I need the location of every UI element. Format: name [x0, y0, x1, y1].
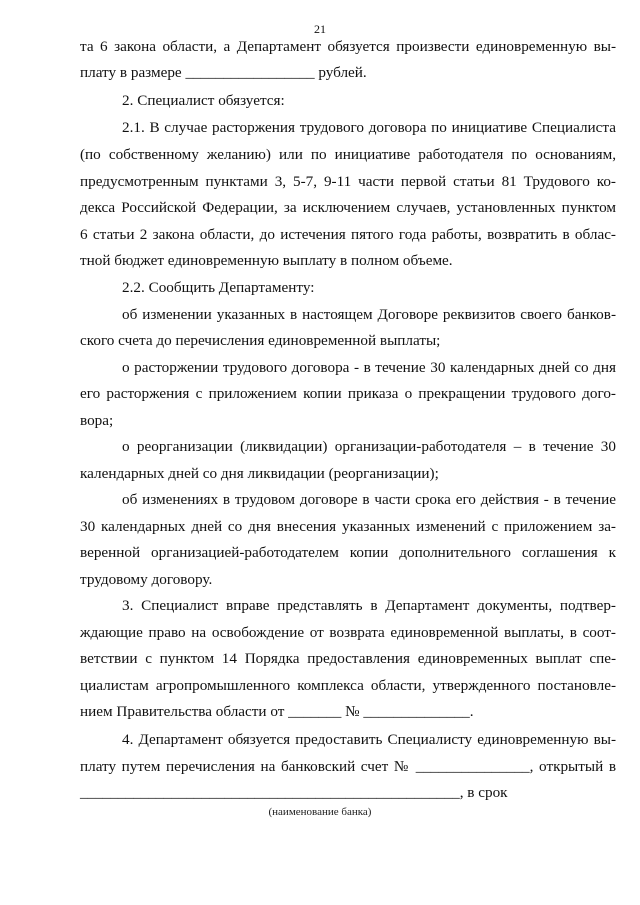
text-line-22: 3. Специалист вправе представлять в Департамент документы, подтвер-	[122, 597, 616, 614]
text-line-17: календарных дней со дня ликвидации (реорганизации);	[80, 465, 439, 482]
text-line-20: веренной организацией-работодателем копии дополнительного соглашения к	[80, 544, 616, 561]
bank-name-caption: (наименование банка)	[268, 806, 372, 818]
text-line-2: плату в размере _________________ рублей.	[80, 64, 367, 81]
text-line-21: трудовому договору.	[80, 571, 213, 588]
text-line-25: циалистам агропромышленного комплекса области, утвержденного постановле-	[80, 677, 616, 694]
text-line-3: 2. Специалист обязуется:	[122, 92, 285, 109]
text-line-14: его расторжения с приложением копии приказа о прекращении трудового дого-	[80, 385, 616, 402]
text-line-6: предусмотренным пунктами 3, 5-7, 9-11 части первой статьи 81 Трудового ко-	[80, 173, 616, 190]
text-line-15: вора;	[80, 412, 114, 429]
text-line-16: о реорганизации (ликвидации) организации-работодателя – в течение 30	[122, 438, 616, 455]
text-line-4: 2.1. В случае расторжения трудового договора по инициативе Специалиста	[122, 119, 616, 136]
text-line-12: ского счета до перечисления единовременной выплаты;	[80, 332, 441, 349]
text-line-5: (по собственному желанию) или по инициативе работодателя по основаниям,	[80, 146, 616, 163]
page-number: 21	[314, 22, 326, 36]
text-line-19: 30 календарных дней со дня внесения указанных изменений с приложением за-	[80, 518, 616, 535]
text-line-13: о расторжении трудового договора - в течение 30 календарных дней со дня	[122, 359, 616, 376]
text-line-10: 2.2. Сообщить Департаменту:	[122, 279, 315, 296]
text-line-8: 6 статьи 2 закона области, до истечения пятого года работы, возвратить в облас-	[80, 226, 616, 243]
text-line-1: та 6 закона области, а Департамент обязуется произвести единовременную вы-	[80, 38, 616, 55]
text-line-26: нием Правительства области от _______ № ______________.	[80, 703, 474, 720]
text-line-28: плату путем перечисления на банковский счет № _______________, открытый в	[80, 758, 616, 775]
text-line-24: ветствии с пунктом 14 Порядка предоставления единовременных выплат спе-	[80, 650, 616, 667]
text-line-9: тной бюджет единовременную выплату в полном объеме.	[80, 252, 453, 269]
text-line-11: об изменении указанных в настоящем Договоре реквизитов своего банков-	[122, 306, 616, 323]
text-line-18: об изменениях в трудовом договоре в части срока его действия - в течение	[122, 491, 616, 508]
text-line-23: ждающие право на освобождение от возврата единовременной выплаты, в соот-	[80, 624, 616, 641]
text-line-29: __________________________________________________, в срок	[80, 784, 508, 801]
text-line-7: декса Российской Федерации, за исключением случаев, установленных пунктом	[80, 199, 616, 216]
text-line-27: 4. Департамент обязуется предоставить Специалисту единовременную вы-	[122, 731, 616, 748]
